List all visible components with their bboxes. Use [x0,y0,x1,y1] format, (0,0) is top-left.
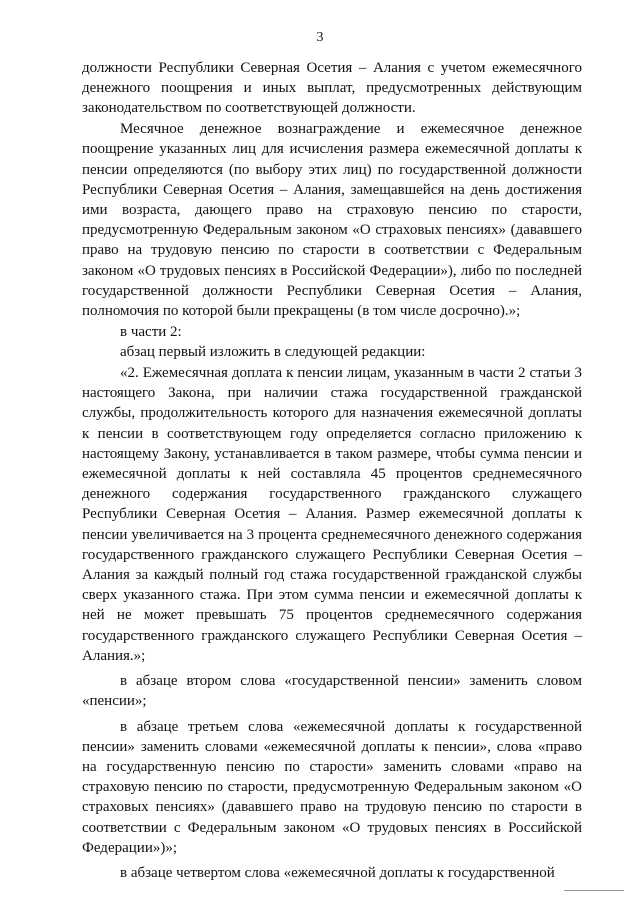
paragraph-new-wording: «2. Ежемесячная доплата к пенсии лицам, указанным в части 2 статьи 3 настоящего Закона, при наличии стажа государственной гражданской службы, продолжительность которого для назначения ежемесячной доплаты к пенсии в соответствующем году определяется согласно приложению к настоящему Закону, устанавливается в таком размере, чтобы сумма пенсии и ежемесячной доплаты к ней составляла 45 процентов среднемесячного денежного содержания государственного гражданского служащего Республики Северная Осетия – Алания. Размер ежемесячной доплаты к пенсии увеличивается на 3 процента среднемесячного денежного содержания государственного гражданского служащего Республики Северная Осетия – Алания за каждый полный год стажа государственной гражданской службы сверх указанного стажа. При этом сумма пенсии и ежемесячной доплаты к ней не может превышать 75 процентов среднемесячного содержания государственного гражданского служащего Республики Северная Осетия – Алания.»; [82,365,582,664]
paragraph-continuation: должности Республики Северная Осетия – Алания с учетом ежемесячного денежного поощрения и иных выплат, предусмотренных действующим законодательством по соответствующей должности. [82,60,582,117]
paragraph-fourth-abzac: в абзаце четвертом слова «ежемесячной доплаты к государственной [120,864,555,881]
page-number: 3 [316,30,324,45]
paragraph-second-abzac: в абзаце втором слова «государственной пенсии» заменить словом «пенсии»; [82,673,582,710]
paragraph-monthly-remuneration: Месячное денежное вознаграждение и ежемесячное денежное поощрение указанных лиц для исчисления размера ежемесячной доплаты к пенсии определяются (по выбору этих лиц) по государственной должности Республики Северная Осетия – Алания, замещавшейся на день достижения ими возраста, дающего право на страховую пенсию по старости, предусмотренную Федеральным законом «О страховых пенсиях» (дававшего право на трудовую пенсию по старости в соответствии с Федеральным законом «О трудовых пенсиях в Российской Федерации»), либо по последней государственной должности Республики Северная Осетия – Алания, полномочия по которой были прекращены (в том числе досрочно).»; [82,121,582,319]
paragraph-first-abzac: абзац первый изложить в следующей редакции: [120,344,426,361]
scan-edge-mark [564,890,624,891]
document-body [82,58,582,884]
paragraph-third-abzac: в абзаце третьем слова «ежемесячной доплаты к государственной пенсии» заменить словами «ежемесячной доплаты к пенсии», слова «право на государственную пенсию по старости» заменить словами «право на страховую пенсию по старости, предусмотренную Федеральным законом «О страховых пенсиях» (дававшего право на трудовую пенсию по старости в соответствии с Федеральным законом «О трудовых пенсиях в Российской Федерации»)»; [82,718,582,856]
paragraph-part-2-heading: в части 2: [120,323,182,340]
